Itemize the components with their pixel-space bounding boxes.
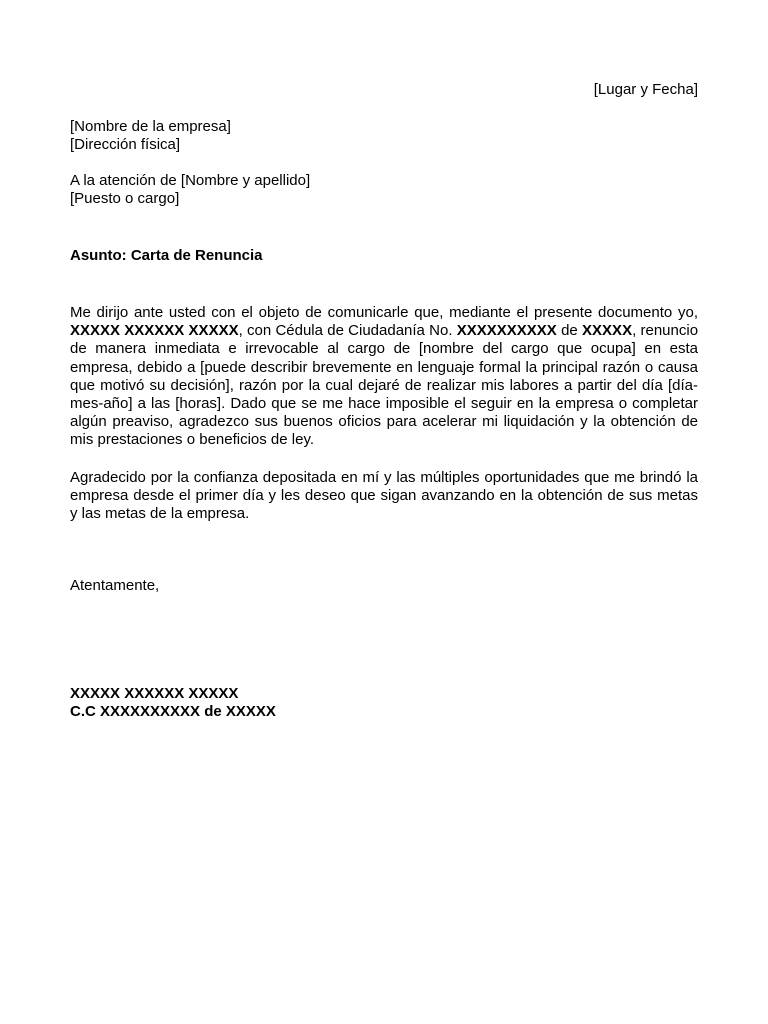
attention-line: A la atención de [Nombre y apellido]	[70, 172, 311, 189]
body-name: XXXXX XXXXXX XXXXX	[70, 322, 239, 340]
closing: Atentamente,	[70, 577, 160, 594]
body-city: XXXXX	[582, 322, 633, 340]
body-intro-text: Me dirijo ante usted con el objeto de comunicarle que, mediante el presente documento yo,	[70, 304, 698, 321]
body-paragraph-1	[70, 304, 698, 450]
subject-line: Asunto: Carta de Renuncia	[70, 247, 263, 264]
body-id-number: XXXXXXXXXX	[456, 322, 557, 340]
recipient-address: [Dirección física]	[70, 136, 181, 154]
recipient-position: [Puesto o cargo]	[70, 190, 180, 208]
signature-id: C.C XXXXXXXXXX de XXXXX	[70, 703, 276, 721]
signature-name: XXXXX XXXXXX XXXXX	[70, 685, 239, 702]
place-date: [Lugar y Fecha]	[593, 81, 698, 98]
recipient-company: [Nombre de la empresa]	[70, 118, 231, 135]
signature-block	[70, 685, 698, 721]
body-de: de	[561, 322, 578, 340]
attention-block	[70, 172, 698, 208]
body-paragraph-2: Agradecido por la confianza depositada en mí y las múltiples oportunidades que me brindó la empresa desde el primer día y les deseo que sigan avanzando en la obtención de sus metas y las metas de la empresa.	[70, 469, 698, 523]
body-id-label: , con Cédula de Ciudadanía No.	[238, 322, 453, 340]
recipient-block	[70, 118, 698, 154]
body-rest-text: , renuncio de manera inmediata e irrevocable al cargo de [nombre del cargo que ocupa] en esta empresa, debido a [puede describir brevemente en lenguaje formal la principal razón o causa que motivó su decisión], razón por la cual dejaré de realizar mis labores a partir del día [día-mes-año] a las [horas]. Dado que se me hace imposible el seguir en la empresa o completar algún preaviso, agradezco sus buenos oficios para acelerar mi liquidación y la obtención de mis prestaciones o beneficios de ley.	[70, 322, 699, 449]
